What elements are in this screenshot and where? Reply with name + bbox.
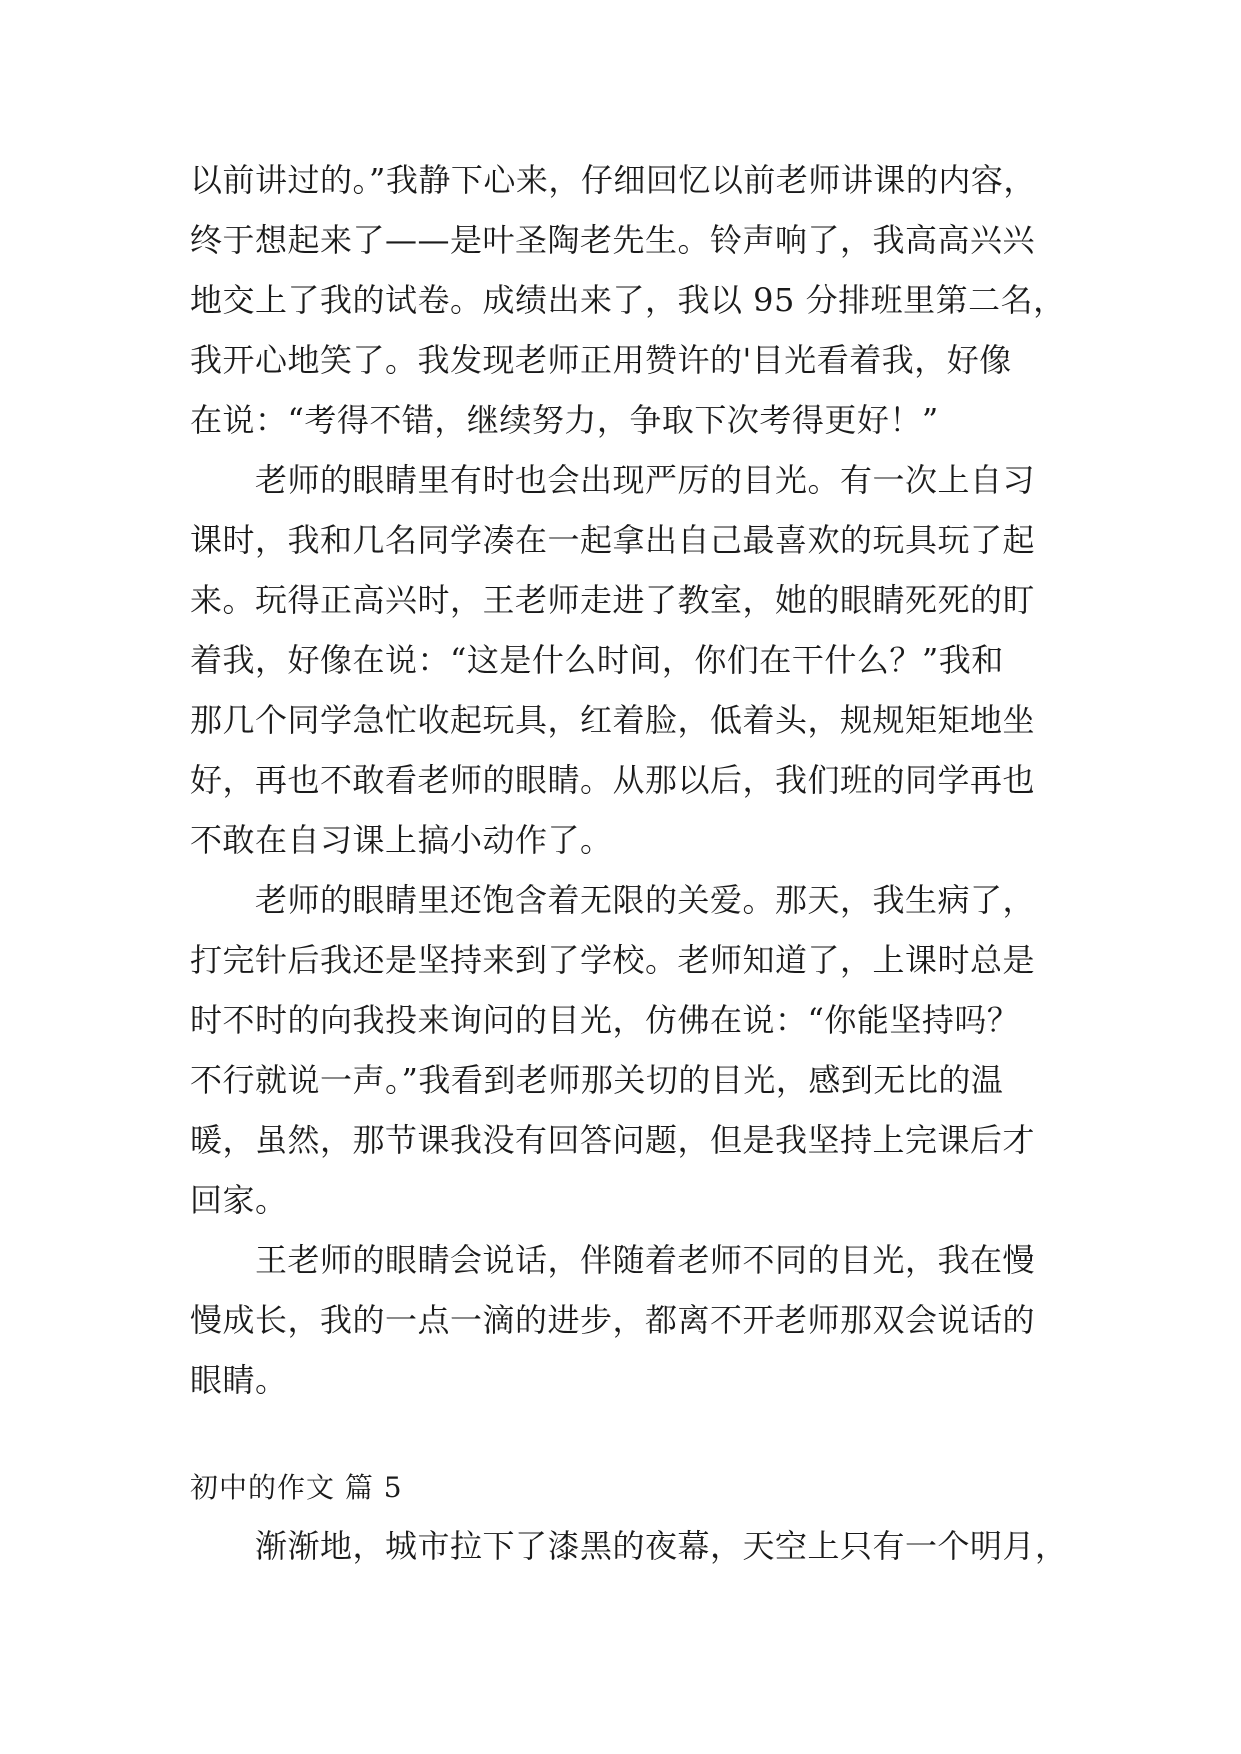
text-line: 眼睛。 (190, 1361, 288, 1399)
text-line: 来。玩得正高兴时，王老师走进了教室，她的眼睛死死的盯 (190, 581, 1036, 619)
text-line: 暖，虽然，那节课我没有回答问题，但是我坚持上完课后才 (190, 1121, 1036, 1159)
section-heading: 初中的作文 篇 5 (190, 1471, 403, 1504)
text-line: 地交上了我的试卷。成绩出来了，我以 95 分排班里第二名， (190, 281, 1066, 319)
text-line: 回家。 (190, 1181, 288, 1219)
text-line: 打完针后我还是坚持来到了学校。老师知道了，上课时总是 (190, 941, 1036, 979)
text-line: 着我，好像在说：“这是什么时间，你们在干什么？”我和 (190, 641, 1004, 679)
text-line: 慢成长，我的一点一滴的进步，都离不开老师那双会说话的 (190, 1301, 1036, 1339)
paragraph-start-line: 老师的眼睛里还饱含着无限的关爱。那天，我生病了， (255, 881, 1036, 919)
text-line: 以前讲过的。”我静下心来，仔细回忆以前老师讲课的内容， (190, 161, 1036, 199)
paragraph-start-line: 老师的眼睛里有时也会出现严厉的目光。有一次上自习 (255, 461, 1036, 499)
paragraph-start-line: 渐渐地，城市拉下了漆黑的夜幕，天空上只有一个明月， (255, 1527, 1068, 1565)
paragraph-start-line: 王老师的眼睛会说话，伴随着老师不同的目光，我在慢 (255, 1241, 1036, 1279)
text-line: 不行就说一声。”我看到老师那关切的目光，感到无比的温 (190, 1061, 1004, 1099)
text-line: 不敢在自习课上搞小动作了。 (190, 821, 613, 859)
text-line: 我开心地笑了。我发现老师正用赞许的'目光看着我，好像 (190, 341, 1012, 379)
text-line: 时不时的向我投来询问的目光，仿佛在说：“你能坚持吗？ (190, 1001, 1020, 1039)
text-line: 那几个同学急忙收起玩具，红着脸，低着头，规规矩矩地坐 (190, 701, 1036, 739)
document-page (190, 150, 1070, 1576)
text-line: 终于想起来了——是叶圣陶老先生。铃声响了，我高高兴兴 (190, 221, 1036, 259)
text-line: 在说：“考得不错，继续努力，争取下次考得更好！” (190, 401, 939, 439)
text-line: 课时，我和几名同学凑在一起拿出自己最喜欢的玩具玩了起 (190, 521, 1036, 559)
text-line: 好，再也不敢看老师的眼睛。从那以后，我们班的同学再也 (190, 761, 1036, 799)
